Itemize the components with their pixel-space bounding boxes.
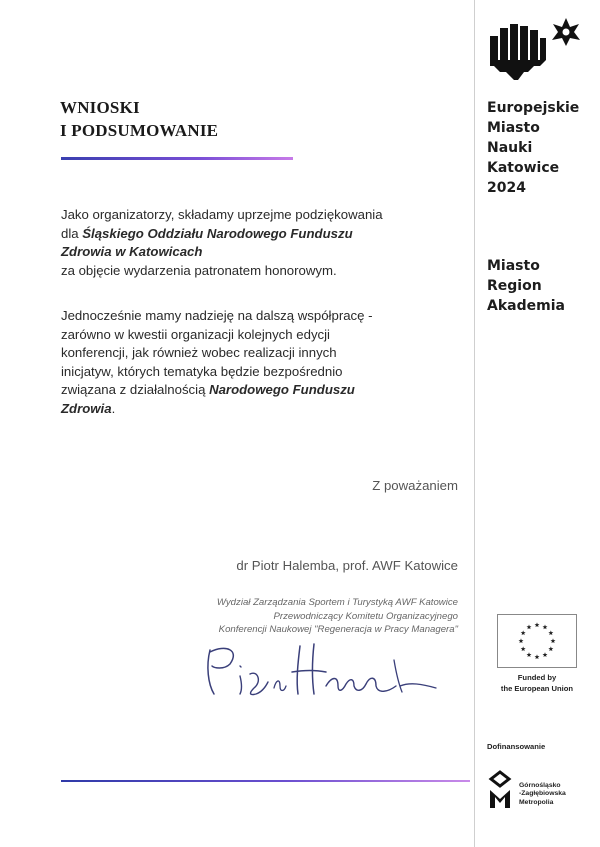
gzm-metropolis-logo: [487, 770, 513, 810]
eu-star-icon: [527, 625, 532, 630]
emphasis-text: Zdrowia: [61, 400, 112, 416]
sidebar-subtitle-line: Miasto: [487, 258, 540, 274]
text-line: Jednocześnie mamy nadzieję na dalszą współpracę -: [61, 308, 373, 323]
eu-star-icon: [543, 625, 548, 630]
signer-affiliation: [138, 596, 458, 637]
heading-line-1: WNIOSKI: [60, 98, 140, 117]
heading-line-2: I PODSUMOWANIE: [60, 121, 219, 140]
eu-star-icon: [519, 638, 524, 643]
paragraph-thanks: [61, 206, 461, 280]
eu-star-icon: [543, 652, 548, 657]
affiliation-line: Przewodniczący Komitetu Organizacyjnego: [273, 610, 458, 622]
eu-star-icon: [521, 630, 526, 635]
fist-and-star-logo: [486, 14, 586, 86]
text-line: Jako organizatorzy, składamy uprzejme podziękowania: [61, 207, 383, 222]
closing-salutation: Z poważaniem: [372, 478, 458, 493]
text-line: inicjatyw, których tematyka będzie bezpośrednio: [61, 363, 343, 379]
eu-star-icon: [551, 638, 556, 643]
eu-flag-icon: [497, 614, 577, 668]
sidebar-title-line: Miasto: [487, 120, 540, 136]
emphasis-text: Śląskiego Oddziału Narodowego Funduszu: [82, 225, 353, 241]
eu-star-icon: [548, 646, 553, 651]
eu-funding-line: Funded by: [517, 673, 557, 682]
text-line: za objęcie wydarzenia patronatem honorowym.: [61, 262, 337, 278]
sidebar-subtitle-line: Region: [487, 278, 542, 294]
eu-funding-line: the European Union: [500, 684, 574, 693]
eu-funding-label: [474, 672, 600, 694]
sidebar-subtitle-line: Akademia: [487, 298, 565, 314]
eu-star-icon: [535, 622, 540, 627]
sidebar-title: [487, 98, 597, 198]
text-line: [61, 400, 461, 419]
signer-name: dr Piotr Halemba, prof. AWF Katowice: [236, 558, 458, 573]
eu-star-icon: [548, 630, 553, 635]
handwritten-signature: [196, 636, 446, 708]
sidebar-subtitle: [487, 256, 597, 316]
sidebar-title-line: 2024: [487, 180, 526, 196]
affiliation-line: Konferencji Naukowej "Regeneracja w Pracy Managera": [218, 624, 458, 635]
text-segment: .: [111, 400, 116, 416]
eu-star-icon: [527, 652, 532, 657]
sidebar-title-line: Nauki: [487, 140, 533, 156]
gzm-name: [519, 782, 566, 807]
emphasis-text: Zdrowia w Katowicach: [61, 244, 203, 259]
text-segment: dla: [61, 225, 83, 241]
sidebar-title-line: Katowice: [487, 160, 560, 176]
paragraph-cooperation: [61, 307, 461, 418]
text-line: zarówno w kwestii organizacji kolejnych edycji: [61, 326, 330, 342]
footer-divider: [61, 780, 470, 782]
affiliation-line: Wydział Zarządzania Sportem i Turystyką AWF Katowice: [216, 597, 458, 608]
emphasis-text: Narodowego Funduszu: [209, 382, 355, 397]
eu-star-icon: [535, 654, 540, 659]
page-title: [60, 96, 218, 142]
text-segment: związana z działalnością: [61, 382, 210, 397]
eu-star-icon: [521, 646, 526, 651]
gzm-name-line: -Zagłębiowska: [519, 790, 566, 798]
text-line: konferencji, jak również wobec realizacji innych: [61, 345, 337, 360]
gzm-name-line: Górnośląsko: [519, 782, 561, 789]
cofunding-label: Dofinansowanie: [487, 742, 546, 751]
gzm-name-line: Metropolia: [519, 798, 554, 806]
heading-underline: [61, 157, 293, 160]
text-line: [61, 381, 461, 400]
text-line: [61, 225, 461, 244]
sidebar-title-line: Europejskie: [487, 100, 580, 116]
